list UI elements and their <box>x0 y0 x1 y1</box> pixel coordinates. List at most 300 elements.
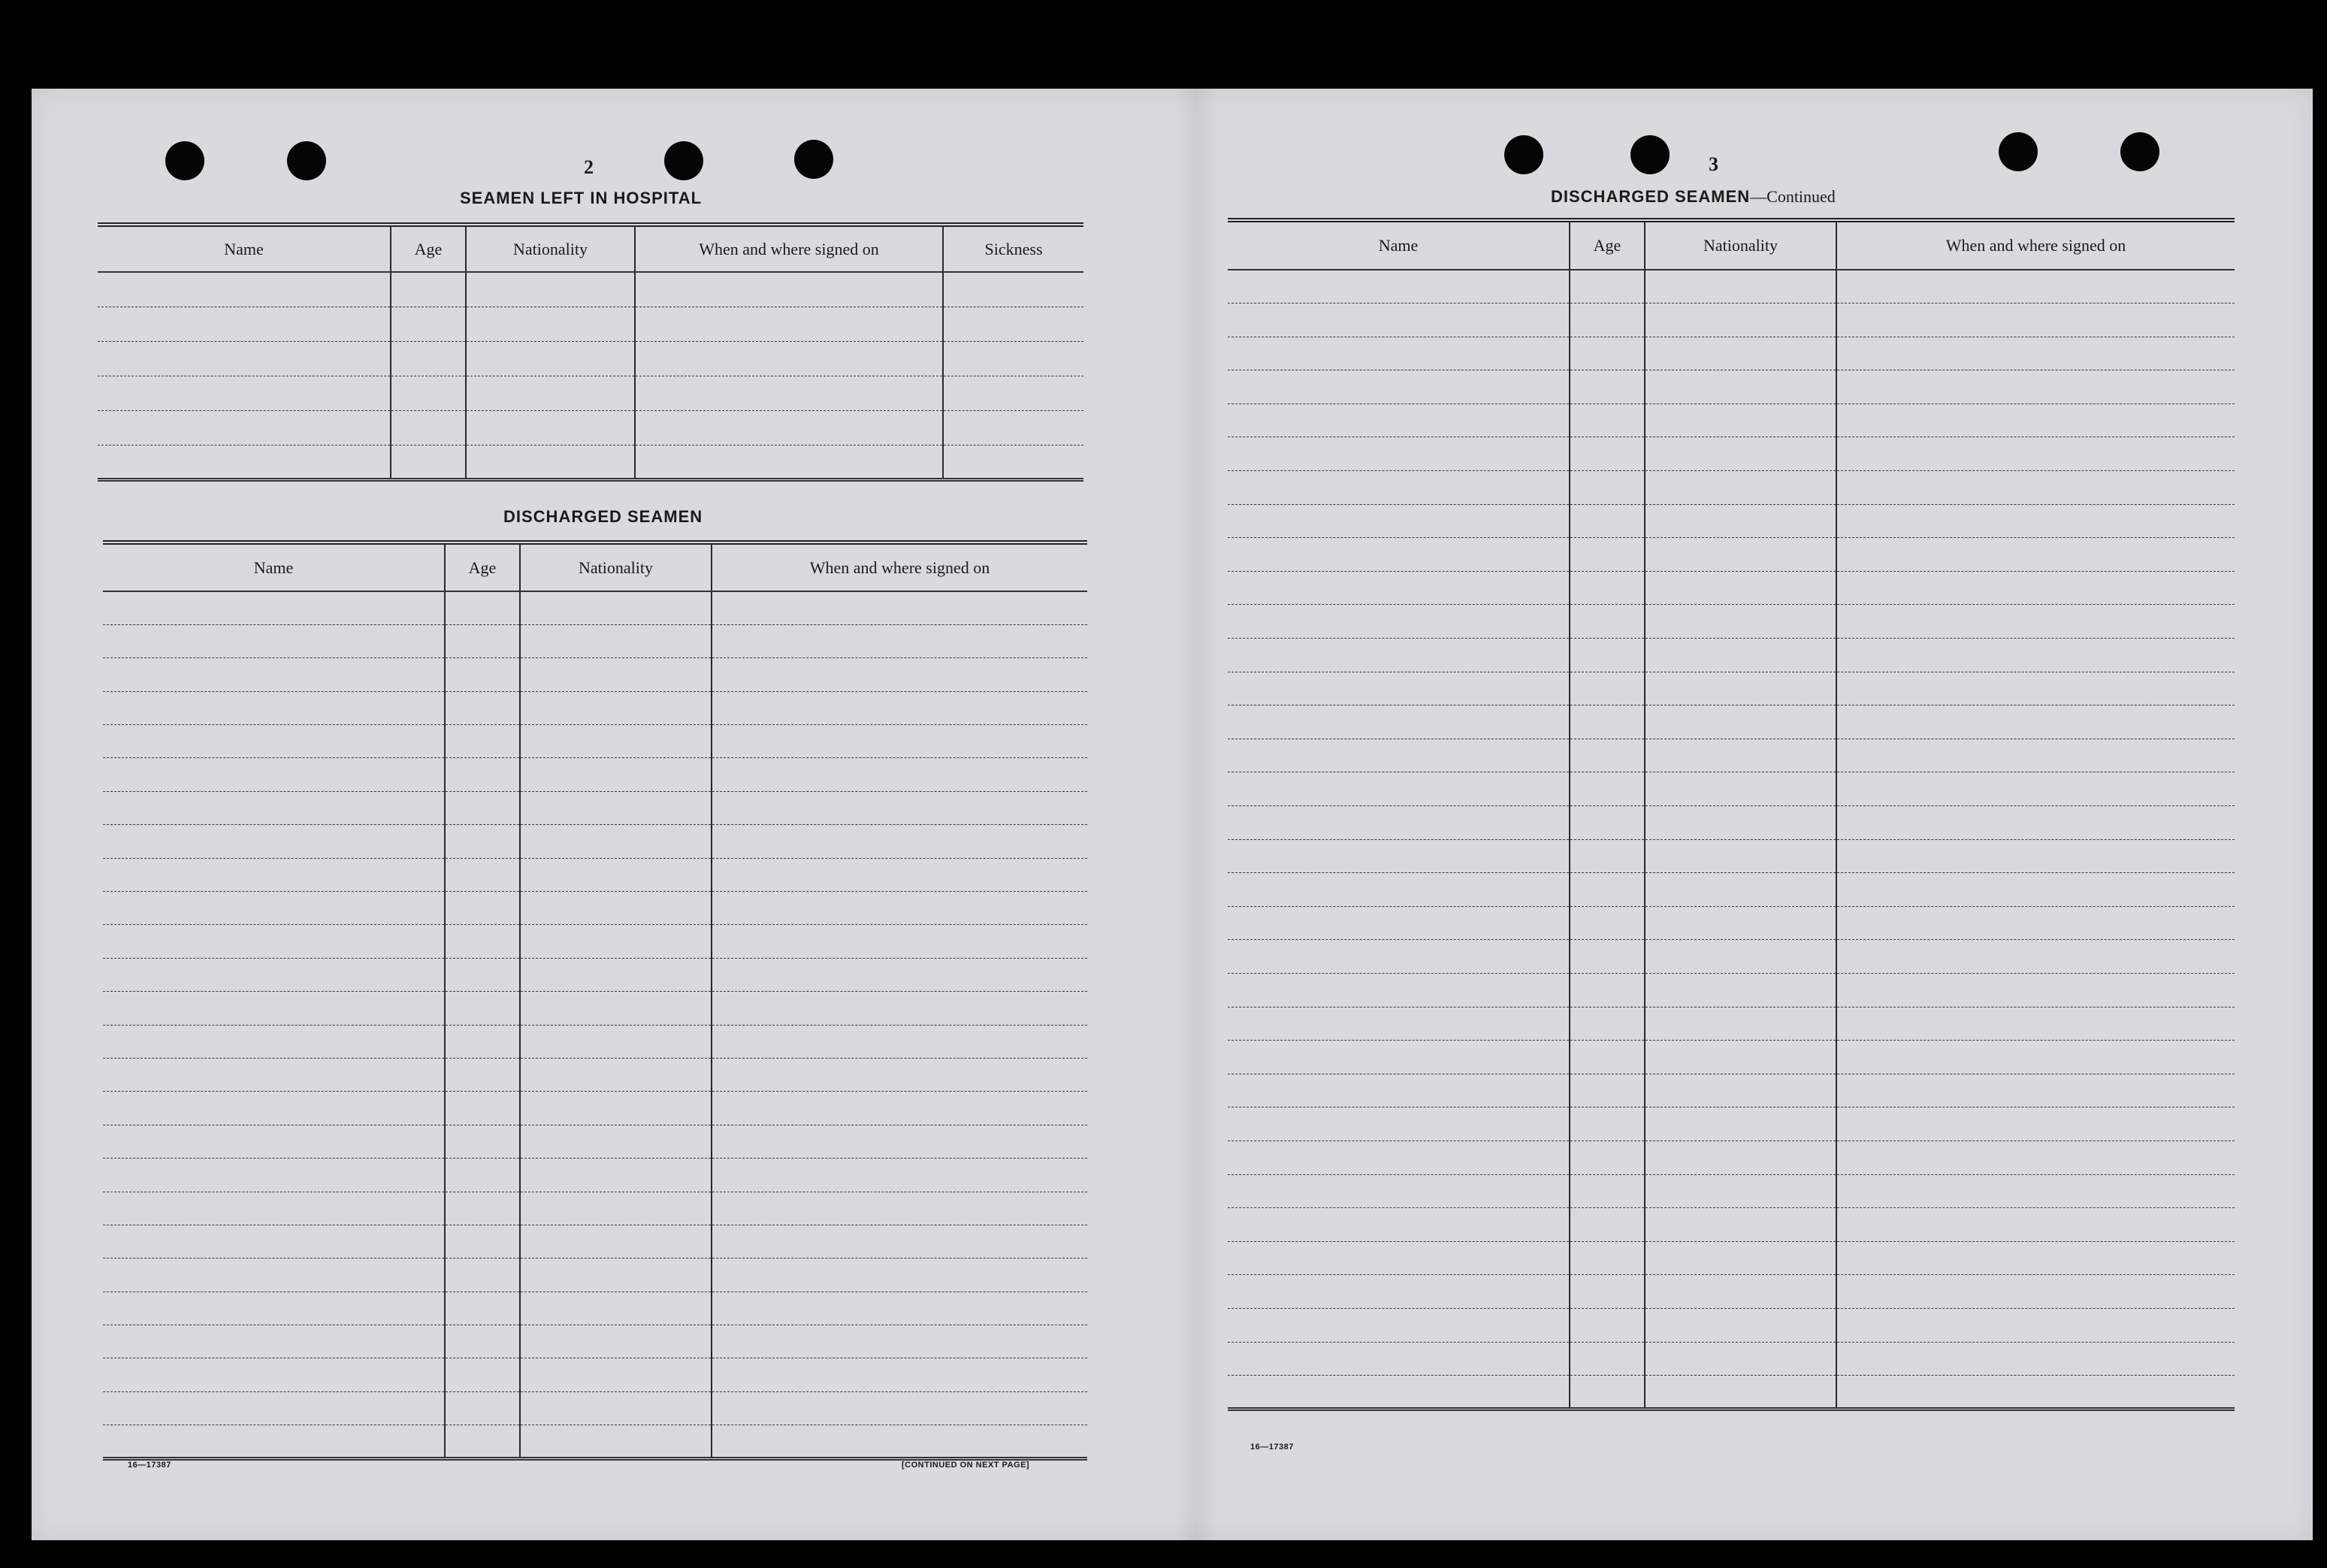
name-cell <box>1228 437 1570 471</box>
name-cell <box>1228 1041 1570 1074</box>
name-cell <box>1228 370 1570 404</box>
nationality-cell <box>520 825 712 858</box>
nationality-cell <box>1645 806 1836 840</box>
signed-on-cell <box>712 1025 1087 1058</box>
name-cell <box>1228 772 1570 806</box>
age-cell <box>1570 1308 1645 1342</box>
age-cell <box>445 1258 520 1292</box>
signed-on-cell <box>712 1058 1087 1091</box>
signed-on-cell <box>1836 403 2235 437</box>
nationality-cell <box>520 858 712 891</box>
signed-on-cell <box>1836 1275 2235 1309</box>
table-row <box>1228 1041 2235 1074</box>
table-row <box>103 958 1087 991</box>
signed-on-cell <box>712 892 1087 925</box>
name-cell <box>1228 1141 1570 1174</box>
age-cell <box>1570 471 1645 505</box>
nationality-cell <box>466 272 635 307</box>
signed-on-cell <box>1836 1007 2235 1041</box>
nationality-cell <box>520 1391 712 1424</box>
signed-on-cell <box>1836 973 2235 1007</box>
age-cell <box>445 591 520 624</box>
age-cell <box>1570 403 1645 437</box>
name-cell <box>103 658 445 691</box>
nationality-cell <box>1645 471 1836 505</box>
table-row <box>98 307 1083 341</box>
nationality-cell <box>1645 1376 1836 1409</box>
name-cell <box>103 925 445 958</box>
sickness-cell <box>943 410 1083 445</box>
col-header-age: Age <box>391 225 466 272</box>
name-cell <box>98 376 391 410</box>
signed-on-cell <box>712 1192 1087 1225</box>
name-cell <box>1228 806 1570 840</box>
page-number-left: 2 <box>584 156 594 178</box>
sickness-cell <box>943 307 1083 341</box>
name-cell <box>103 1325 445 1358</box>
signed-on-cell <box>712 1258 1087 1292</box>
name-cell <box>103 1159 445 1192</box>
signed-on-cell <box>712 992 1087 1025</box>
name-cell <box>103 1092 445 1125</box>
name-cell <box>1228 1342 1570 1376</box>
table-row <box>103 1192 1087 1225</box>
table-row <box>103 624 1087 657</box>
name-cell <box>1228 639 1570 672</box>
table-row <box>1228 304 2235 337</box>
age-cell <box>445 1391 520 1424</box>
table-row <box>1228 1376 2235 1409</box>
table-row <box>103 1025 1087 1058</box>
table-row <box>1228 1174 2235 1208</box>
name-cell <box>1228 1376 1570 1409</box>
signed-on-cell <box>1836 1107 2235 1141</box>
nationality-cell <box>520 1292 712 1325</box>
name-cell <box>103 858 445 891</box>
age-cell <box>391 272 466 307</box>
table-row <box>1228 270 2235 304</box>
sickness-cell <box>943 376 1083 410</box>
table-row <box>98 272 1083 307</box>
nationality-cell <box>1645 973 1836 1007</box>
nationality-cell <box>520 1159 712 1192</box>
age-cell <box>1570 304 1645 337</box>
nationality-cell <box>520 758 712 791</box>
table-row <box>1228 772 2235 806</box>
signed-on-cell <box>1836 772 2235 806</box>
signed-on-cell <box>1836 906 2235 940</box>
name-cell <box>1228 1007 1570 1041</box>
table-row <box>1228 1141 2235 1174</box>
col-header-sickness: Sickness <box>943 225 1083 272</box>
punch-hole <box>1630 135 1670 174</box>
age-cell <box>1570 705 1645 739</box>
table-row <box>98 410 1083 445</box>
signed-on-cell <box>1836 270 2235 304</box>
nationality-cell <box>520 1092 712 1125</box>
signed-on-cell <box>712 758 1087 791</box>
table-row <box>1228 1241 2235 1275</box>
name-cell <box>98 341 391 376</box>
signed-on-cell <box>712 624 1087 657</box>
table-row <box>1228 337 2235 370</box>
age-cell <box>1570 504 1645 538</box>
name-cell <box>103 992 445 1025</box>
nationality-cell <box>520 591 712 624</box>
name-cell <box>103 1425 445 1458</box>
table-row <box>98 445 1083 479</box>
table-row <box>1228 739 2235 772</box>
nationality-cell <box>1645 772 1836 806</box>
age-cell <box>1570 270 1645 304</box>
age-cell <box>1570 370 1645 404</box>
discharged-table-left <box>103 540 1087 1461</box>
name-cell <box>1228 471 1570 505</box>
table-row <box>103 1292 1087 1325</box>
name-cell <box>1228 1107 1570 1141</box>
name-cell <box>1228 1241 1570 1275</box>
table-row <box>1228 571 2235 605</box>
table-row <box>103 858 1087 891</box>
form-number-left: 16—17387 <box>128 1461 171 1470</box>
signed-on-cell <box>1836 639 2235 672</box>
name-cell <box>103 1292 445 1325</box>
age-cell <box>1570 1107 1645 1141</box>
name-cell <box>1228 337 1570 370</box>
name-cell <box>1228 1208 1570 1242</box>
table-row <box>103 892 1087 925</box>
signed-on-cell <box>1836 1241 2235 1275</box>
name-cell <box>1228 672 1570 705</box>
name-cell <box>103 892 445 925</box>
age-cell <box>445 1092 520 1125</box>
punch-hole <box>664 141 703 180</box>
nationality-cell <box>520 725 712 758</box>
signed-on-cell <box>712 1358 1087 1391</box>
table-row <box>1228 1275 2235 1309</box>
nationality-cell <box>520 1025 712 1058</box>
table-row <box>1228 672 2235 705</box>
signed-on-cell <box>1836 705 2235 739</box>
nationality-cell <box>1645 504 1836 538</box>
signed-on-cell <box>1836 1342 2235 1376</box>
signed-on-cell <box>712 925 1087 958</box>
sickness-cell <box>943 445 1083 479</box>
signed-on-cell <box>635 341 943 376</box>
table-row <box>103 1125 1087 1158</box>
signed-on-cell <box>712 1325 1087 1358</box>
age-cell <box>1570 1275 1645 1309</box>
age-cell <box>445 958 520 991</box>
age-cell <box>1570 906 1645 940</box>
nationality-cell <box>520 1358 712 1391</box>
signed-on-cell <box>1836 839 2235 873</box>
discharged-title-text: DISCHARGED SEAMEN <box>1551 187 1751 206</box>
table-row <box>103 1159 1087 1192</box>
table-row <box>103 691 1087 724</box>
name-cell <box>103 624 445 657</box>
signed-on-cell <box>1836 337 2235 370</box>
nationality-cell <box>1645 337 1836 370</box>
col-header-age: Age <box>445 542 520 591</box>
punch-hole <box>165 141 204 180</box>
page-number-right: 3 <box>1709 153 1718 175</box>
nationality-cell <box>520 1258 712 1292</box>
punch-hole <box>287 141 326 180</box>
signed-on-cell <box>1836 1041 2235 1074</box>
col-header-signed-on: When and where signed on <box>635 225 943 272</box>
signed-on-cell <box>1836 437 2235 471</box>
name-cell <box>103 1225 445 1258</box>
name-cell <box>1228 739 1570 772</box>
signed-on-cell <box>1836 571 2235 605</box>
col-header-nationality: Nationality <box>1645 220 1836 270</box>
table-row <box>1228 639 2235 672</box>
signed-on-cell <box>1836 605 2235 639</box>
age-cell <box>1570 1376 1645 1409</box>
nationality-cell <box>466 341 635 376</box>
age-cell <box>445 1292 520 1325</box>
discharged-section-title-right <box>1551 187 1836 207</box>
nationality-cell <box>1645 605 1836 639</box>
nationality-cell <box>466 376 635 410</box>
age-cell <box>1570 973 1645 1007</box>
nationality-cell <box>1645 705 1836 739</box>
nationality-cell <box>466 307 635 341</box>
name-cell <box>1228 1174 1570 1208</box>
nationality-cell <box>1645 1041 1836 1074</box>
table-row <box>1228 504 2235 538</box>
table-row <box>103 791 1087 824</box>
table-row <box>1228 403 2235 437</box>
col-header-signed-on: When and where signed on <box>712 542 1087 591</box>
table-row <box>1228 973 2235 1007</box>
signed-on-cell <box>1836 940 2235 974</box>
table-row <box>1228 705 2235 739</box>
age-cell <box>1570 1007 1645 1041</box>
name-cell <box>103 1258 445 1292</box>
name-cell <box>98 307 391 341</box>
nationality-cell <box>466 410 635 445</box>
signed-on-cell <box>712 858 1087 891</box>
name-cell <box>103 758 445 791</box>
signed-on-cell <box>1836 1141 2235 1174</box>
nationality-cell <box>1645 906 1836 940</box>
nationality-cell <box>1645 940 1836 974</box>
table-row <box>1228 1342 2235 1376</box>
form-number-right: 16—17387 <box>1250 1443 1294 1452</box>
nationality-cell <box>520 658 712 691</box>
age-cell <box>445 992 520 1025</box>
age-cell <box>445 1225 520 1258</box>
name-cell <box>1228 403 1570 437</box>
age-cell <box>445 791 520 824</box>
nationality-cell <box>1645 571 1836 605</box>
signed-on-cell <box>1836 1208 2235 1242</box>
signed-on-cell <box>635 272 943 307</box>
nationality-cell <box>1645 1241 1836 1275</box>
table-row <box>103 1092 1087 1125</box>
name-cell <box>1228 839 1570 873</box>
name-cell <box>1228 705 1570 739</box>
nationality-cell <box>1645 639 1836 672</box>
name-cell <box>103 725 445 758</box>
continued-suffix: —Continued <box>1750 187 1836 206</box>
nationality-cell <box>1645 1141 1836 1174</box>
table-row <box>98 341 1083 376</box>
name-cell <box>1228 504 1570 538</box>
age-cell <box>445 1058 520 1091</box>
signed-on-cell <box>712 691 1087 724</box>
nationality-cell <box>1645 739 1836 772</box>
name-cell <box>1228 1308 1570 1342</box>
name-cell <box>1228 571 1570 605</box>
age-cell <box>1570 839 1645 873</box>
age-cell <box>445 1425 520 1458</box>
age-cell <box>1570 437 1645 471</box>
table-row <box>103 1425 1087 1458</box>
nationality-cell <box>1645 873 1836 907</box>
age-cell <box>445 691 520 724</box>
sickness-cell <box>943 341 1083 376</box>
nationality-cell <box>1645 1074 1836 1107</box>
table-row <box>103 758 1087 791</box>
signed-on-cell <box>712 658 1087 691</box>
nationality-cell <box>1645 437 1836 471</box>
name-cell <box>103 1125 445 1158</box>
age-cell <box>1570 639 1645 672</box>
nationality-cell <box>520 1425 712 1458</box>
signed-on-cell <box>1836 1376 2235 1409</box>
punch-hole <box>1999 132 2038 171</box>
table-row <box>103 1225 1087 1258</box>
page-fold <box>1174 89 1219 1540</box>
table-row <box>98 376 1083 410</box>
age-cell <box>445 1358 520 1391</box>
age-cell <box>445 858 520 891</box>
nationality-cell <box>520 624 712 657</box>
table-row <box>103 825 1087 858</box>
age-cell <box>391 445 466 479</box>
name-cell <box>103 591 445 624</box>
nationality-cell <box>1645 1342 1836 1376</box>
discharged-table-right <box>1228 218 2235 1411</box>
nationality-cell <box>520 791 712 824</box>
age-cell <box>1570 1208 1645 1242</box>
age-cell <box>1570 739 1645 772</box>
nationality-cell <box>1645 1208 1836 1242</box>
nationality-cell <box>520 1058 712 1091</box>
name-cell <box>103 958 445 991</box>
nationality-cell <box>1645 1174 1836 1208</box>
table-row <box>1228 940 2235 974</box>
name-cell <box>1228 538 1570 572</box>
signed-on-cell <box>1836 538 2235 572</box>
col-header-signed-on: When and where signed on <box>1836 220 2235 270</box>
nationality-cell <box>1645 839 1836 873</box>
nationality-cell <box>1645 1275 1836 1309</box>
table-row <box>103 925 1087 958</box>
table-row <box>1228 906 2235 940</box>
table-row <box>1228 873 2235 907</box>
age-cell <box>445 1325 520 1358</box>
signed-on-cell <box>712 1092 1087 1125</box>
signed-on-cell <box>1836 1074 2235 1107</box>
nationality-cell <box>520 892 712 925</box>
signed-on-cell <box>1836 672 2235 705</box>
nationality-cell <box>1645 270 1836 304</box>
table-row <box>103 992 1087 1025</box>
age-cell <box>391 410 466 445</box>
nationality-cell <box>1645 672 1836 705</box>
table-row <box>1228 1208 2235 1242</box>
signed-on-cell <box>1836 1308 2235 1342</box>
col-header-nationality: Nationality <box>520 542 712 591</box>
name-cell <box>103 791 445 824</box>
name-cell <box>1228 1074 1570 1107</box>
punch-hole <box>1504 135 1543 174</box>
nationality-cell <box>520 1125 712 1158</box>
signed-on-cell <box>712 1425 1087 1458</box>
signed-on-cell <box>1836 471 2235 505</box>
age-cell <box>1570 605 1645 639</box>
age-cell <box>1570 1174 1645 1208</box>
table-row <box>103 1325 1087 1358</box>
age-cell <box>445 725 520 758</box>
age-cell <box>391 307 466 341</box>
nationality-cell <box>1645 538 1836 572</box>
signed-on-cell <box>635 307 943 341</box>
signed-on-cell <box>712 825 1087 858</box>
table-row <box>1228 806 2235 840</box>
table-row <box>103 1391 1087 1424</box>
table-row <box>103 658 1087 691</box>
signed-on-cell <box>712 1292 1087 1325</box>
signed-on-cell <box>635 410 943 445</box>
signed-on-cell <box>712 591 1087 624</box>
hospital-table <box>98 222 1083 482</box>
nationality-cell <box>1645 1308 1836 1342</box>
age-cell <box>445 658 520 691</box>
discharged-section-title-left: DISCHARGED SEAMEN <box>503 507 703 526</box>
table-row <box>1228 605 2235 639</box>
age-cell <box>445 758 520 791</box>
name-cell <box>1228 304 1570 337</box>
signed-on-cell <box>1836 304 2235 337</box>
age-cell <box>1570 1074 1645 1107</box>
signed-on-cell <box>1836 806 2235 840</box>
signed-on-cell <box>1836 370 2235 404</box>
nationality-cell <box>520 1225 712 1258</box>
nationality-cell <box>1645 304 1836 337</box>
name-cell <box>1228 605 1570 639</box>
age-cell <box>1570 337 1645 370</box>
age-cell <box>445 825 520 858</box>
age-cell <box>445 925 520 958</box>
continued-note: [CONTINUED ON NEXT PAGE] <box>902 1461 1030 1470</box>
age-cell <box>1570 1342 1645 1376</box>
nationality-cell <box>520 958 712 991</box>
table-row <box>1228 437 2235 471</box>
name-cell <box>1228 1275 1570 1309</box>
name-cell <box>1228 973 1570 1007</box>
age-cell <box>1570 571 1645 605</box>
signed-on-cell <box>712 1225 1087 1258</box>
age-cell <box>1570 806 1645 840</box>
nationality-cell <box>520 992 712 1025</box>
table-row <box>103 725 1087 758</box>
name-cell <box>103 825 445 858</box>
